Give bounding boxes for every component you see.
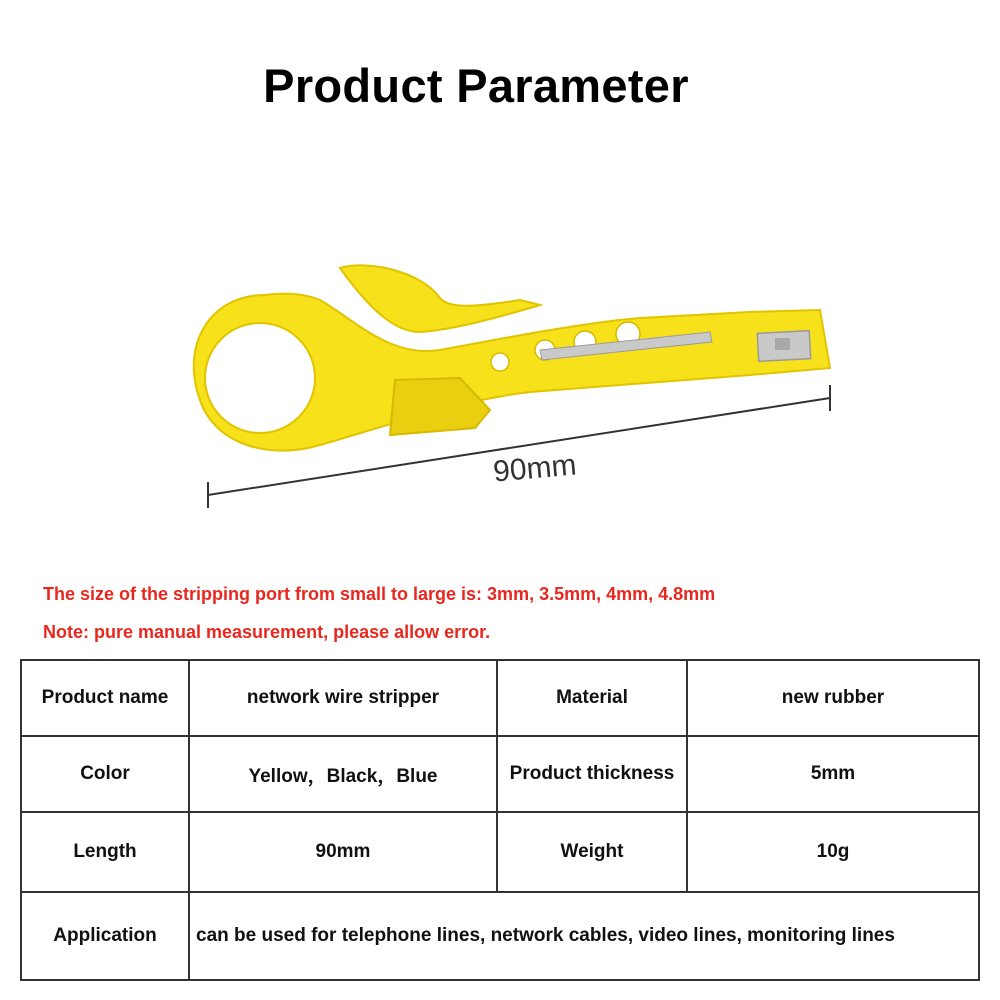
spec-value: 5mm [687, 736, 979, 812]
spec-value: Yellow，Black，Blue [189, 736, 497, 812]
spec-label: Application [21, 892, 189, 980]
dimension-label: 90mm [491, 448, 578, 489]
spec-label: Weight [497, 812, 687, 892]
spec-value: 10g [687, 812, 979, 892]
table-row [21, 812, 979, 892]
spec-label: Material [497, 660, 687, 736]
table-row [21, 892, 979, 980]
spec-value: can be used for telephone lines, network cables, video lines, monitoring lines [189, 892, 979, 980]
port-size-note: The size of the stripping port from small to large is: 3mm, 3.5mm, 4mm, 4.8mm [43, 584, 716, 604]
spec-value: new rubber [687, 660, 979, 736]
spec-label: Product name [21, 660, 189, 736]
page-title: Product Parameter [263, 59, 689, 112]
spec-label: Color [21, 736, 189, 812]
table-row [21, 736, 979, 812]
spec-label: Length [21, 812, 189, 892]
spec-label: Product thickness [497, 736, 687, 812]
spec-value: 90mm [189, 812, 497, 892]
wire-stripper-image [190, 250, 840, 520]
wire-stripper-tool [194, 265, 830, 450]
measurement-disclaimer: Note: pure manual measurement, please allow error. [43, 622, 491, 642]
spec-table [20, 659, 980, 981]
table-row [21, 660, 979, 736]
spec-value: network wire stripper [189, 660, 497, 736]
